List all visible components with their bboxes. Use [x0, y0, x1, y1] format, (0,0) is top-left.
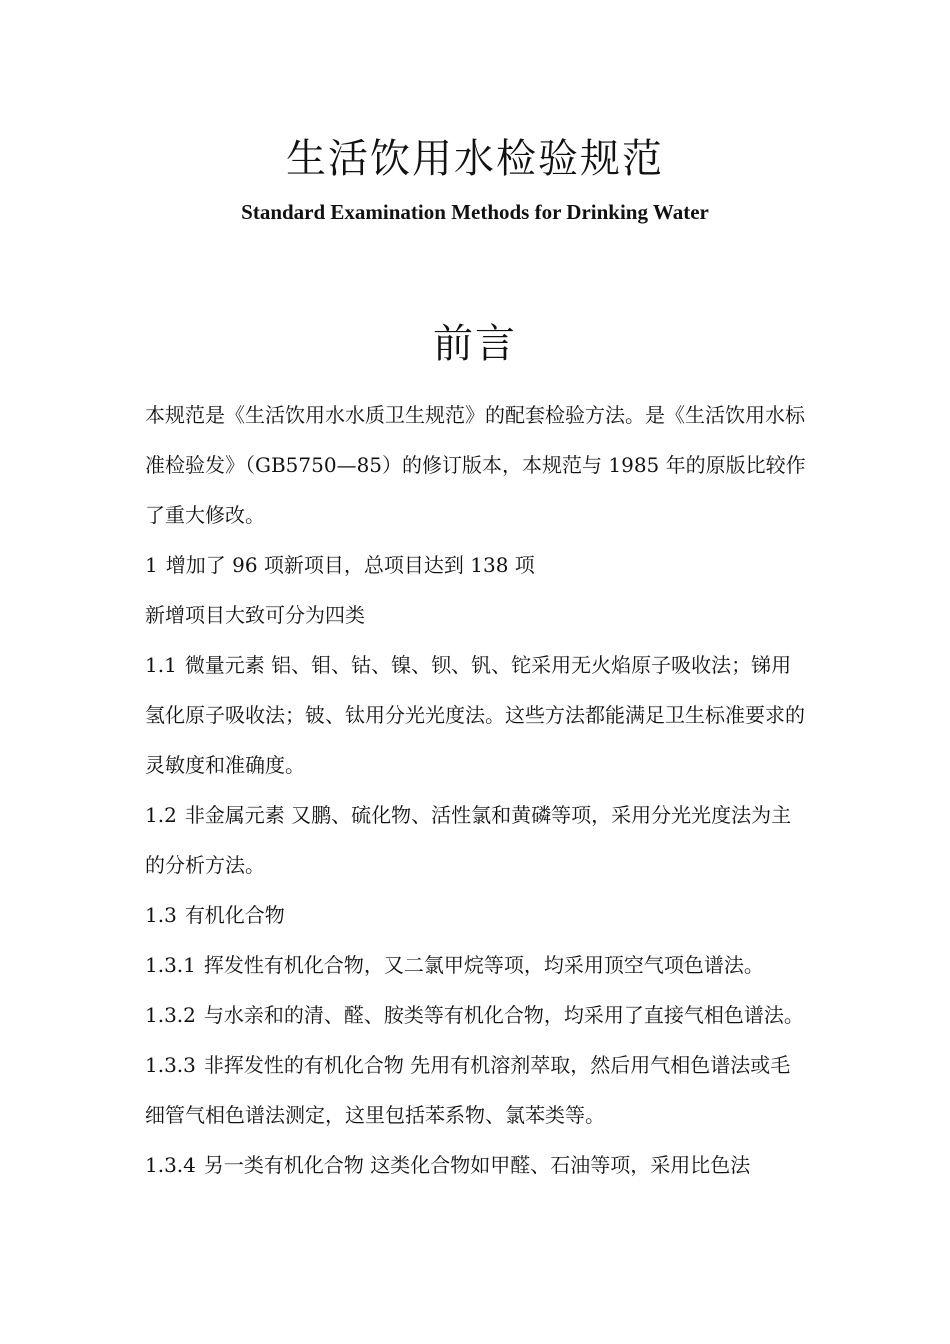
paragraph-number: 1.3.1	[145, 953, 196, 977]
paragraph-text: 本规范是《生活饮用水水质卫生规范》的配套检验方法。是《生活饮用水标准检验发》（GB5750—85）的修订版本，本规范与 1985 年的原版比较作了重大修改。	[145, 403, 806, 527]
paragraph-text: 与水亲和的清、醛、胺类等有机化合物，均采用了直接气相色谱法。	[203, 1003, 804, 1027]
paragraph	[145, 640, 810, 790]
document-body	[145, 390, 810, 1190]
paragraph-text: 挥发性有机化合物，又二氯甲烷等项，均采用顶空气项色谱法。	[203, 953, 764, 977]
paragraph-text: 新增项目大致可分为四类	[145, 603, 365, 627]
paragraph-number: 1.2	[145, 803, 177, 827]
paragraph-text: 微量元素 铝、钼、钴、镍、钡、钒、铊采用无火焰原子吸收法；锑用氢化原子吸收法；铍、钛用分光光度法。这些方法都能满足卫生标准要求的灵敏度和准确度。	[145, 653, 805, 777]
paragraph-number: 1.3	[145, 903, 177, 927]
paragraph-number: 1	[145, 553, 158, 577]
document-title: 生活饮用水检验规范	[286, 135, 664, 182]
paragraph-number: 1.3.4	[145, 1153, 196, 1177]
paragraph	[145, 1040, 810, 1140]
paragraph	[145, 790, 810, 890]
paragraph-text: 另一类有机化合物 这类化合物如甲醛、石油等项，采用比色法	[203, 1153, 751, 1177]
paragraph	[145, 590, 810, 640]
paragraph-text: 增加了 96 项新项目，总项目达到 138 项	[165, 553, 535, 577]
document-subtitle: Standard Examination Methods for Drinking Water	[241, 200, 709, 224]
paragraph	[145, 390, 810, 540]
paragraph	[145, 1140, 810, 1190]
paragraph	[145, 890, 810, 940]
paragraph-text: 非挥发性的有机化合物 先用有机溶剂萃取，然后用气相色谱法或毛细管气相色谱法测定，这里包括苯系物、氯苯类等。	[145, 1053, 791, 1127]
paragraph-text: 有机化合物	[184, 903, 285, 927]
paragraph-number: 1.3.3	[145, 1053, 196, 1077]
paragraph-number: 1.1	[145, 653, 177, 677]
paragraph	[145, 940, 810, 990]
section-heading: 前言	[433, 321, 517, 368]
paragraph-text: 非金属元素 又鹏、硫化物、活性氯和黄磷等项，采用分光光度法为主的分析方法。	[145, 803, 792, 877]
paragraph-number: 1.3.2	[145, 1003, 196, 1027]
paragraph	[145, 540, 810, 590]
paragraph	[145, 990, 810, 1040]
